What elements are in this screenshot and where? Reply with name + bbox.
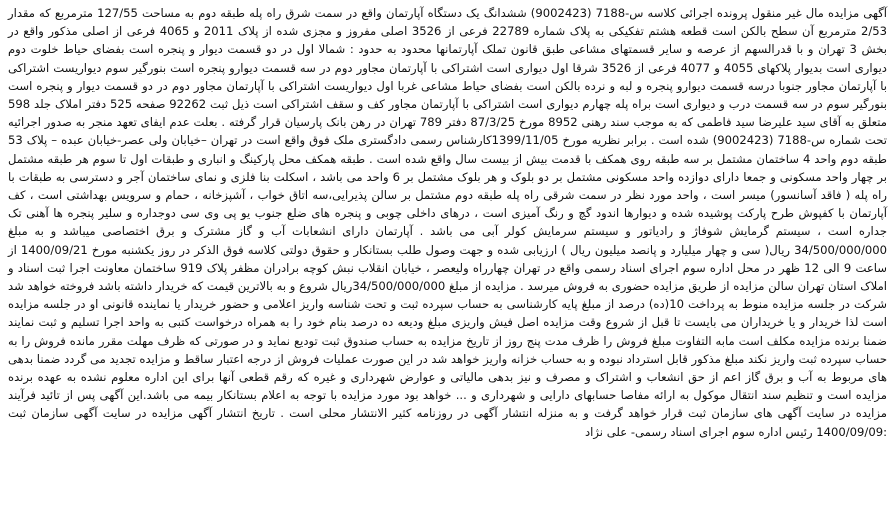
notice-body-text: آگهی مزایده مال غیر منقول پرونده اجرائی کلاسه س-7188 (9002423) ششدانگ یک دستگاه آپارتمان واقع در سمت شرق راه پله طبقه دوم به مساحت 127/55 مترمربع که مقدار 2/53 مترمربع آن سطح بالکن است قطعه هشتم تفکیکی به پلاک شماره 22789 فرعی از 3526 اصلی مفروز و مجزی شده از پلاک 2011 و 4065 فرعی از اصلی مذکور واقع در بخش 3 تهران و با قدرالسهم از عرصه و سایر قسمتهای مشاعی طبق قانون تملک آپارتمانها محدود به حدود : شمالا اول در دو قسمت دیوار و پنجره است بفضای حیاط خلوت دوم دیواری است بدیوار پلاکهای 4055 و 4077 فرعی از 3526 شرقا اول دیواری است اشتراکی با آپارتمان مجاور دوم در سه قسمت دیوارو پنجره است بنورگیر سوم دیواریست اشتراکی با آپارتمان مجاور جنوبا درسه قسمت دیوارو پنجره و لبه و نرده بالکن است بفضای حیاط مشاعی غربا اول دیواریست اشتراکی با آپارتمان مجاور دوم در دو قسمت دیوار و پنجره است بنورگیر سوم در سه قسمت درب و دیواری است براه پله چهارم دیواری است اشتراکی با آپارتمان مجاور کف و سقف اشتراکی است ذیل ثبت 92262 صفحه 525 دفتر املاک جلد 598 متعلق به آقای سید علیرضا سید فاطمی که به موجب سند رهنی 8952 مورخ 87/3/25 دفتر 789 تهران در رهن بانک پارسیان قرار گرفته . بعلت عدم ایفای تعهد منجر به صدور اجرائیه تحت شماره س-7188 (9002423) شده است . برابر نظریه مورخ 1399/11/05کارشناس رسمی دادگستری ملک فوق واقع است در تهران –خیابان ولی عصر-خیابان عبده – پلاک 53 طبقه دوم واحد 4 ساختمان مشتمل بر سه طبقه روی همکف با قدمت بیش از بیست سال واقع شده است . طبقه همکف محل پارکینگ و انباری و طبقات اول تا سوم هر طبقه مشتمل بر چهار واحد مسکونی و جمعا دارای دوازده واحد مسکونی مشتمل بر دو بلوک و هر بلوک مشتمل بر 6 واحد می باشد ، اسکلت بنا فلزی و نمای ساختمان آجر و دسترسی به طبقات با راه پله ( فاقد آسانسور) میسر است ، واحد مورد نظر در سمت شرقی راه پله طبقه دوم مشتمل بر سالن پذیرایی،سه اتاق خواب ، آشپزخانه ، حمام و سرویس بهداشتی است ، کف آپارتمان با کفپوش طرح پارکت پوشیده شده و دیوارها اندود گچ و رنگ آمیزی است ، درهای داخلی چوبی و پنجره های ضلع جنوب یو پی وی سی دوجداره و سلیر پنجره ها آهنی تک جداره است ، سیستم گرمایش شوفاژ و رادیاتور و سیستم سرمایش کولر آبی می باشد . آپارتمان دارای انشعابات آب و گاز مشترک و برق اختصاصی میباشد و به مبلغ 34/500/000/000 ریال( سی و چهار میلیارد و پانصد میلیون ریال ) ارزیابی شده و جهت وصول طلب بستانکار و حقوق دولتی کلاسه فوق الذکر در روز یکشنبه مورخ 1400/09/21 از ساعت 9 الی 12 ظهر در محل اداره سوم اجرای اسناد رسمی واقع در تهران چهارراه ولیعصر ، خیابان انقلاب نبش کوچه برادران مظفر پلاک 919 ساختمان معاونت اجرا ثبت اسناد و املاک استان تهران سالن مزایده از طریق مزایده حضوری به فروش میرسد . مزایده از مبلغ 34/500/000/000ریال شروع و به بالاترین قیمت که خریدار داشته باشد فروخته خواهد شد شرکت در جلسه مزایده منوط به پرداخت 10(ده) درصد از مبلغ پایه کارشناسی به حساب سپرده ثبت و تحت شناسه واریز اعلامی و حضور خریدار یا نماینده قانونی او در جلسه مزایده است لذا خریدار و یا خریداران می بایست تا قبل از شروع وقت مزایده اصل فیش واریزی مبلغ ودیعه ده درصد بنام خود را به همراه درخواست کتبی به واحد اجرا تسلیم و ثبت نمایند ضمنا برنده مزایده مکلف است مابه التفاوت مبلغ فروش را ظرف مدت پنج روز از تاریخ مزایده به حساب صندوق ثبت تودیع نماید و در صورتی که ظرف مهلت مقرر مانده فروش را به حساب سپرده ثبت واریز نکند مبلغ مذکور قابل استرداد نبوده و به حساب خزانه واریز خواهد شد در این صورت عملیات فروش از درجه اعتبار ساقط و مزایده تجدید می گردد ضمنا بدهی های مربوط به آب و برق گاز اعم از حق انشعاب و اشتراک و مصرف و نیز بدهی مالیاتی و عوارض شهرداری و غیره که رقم قطعی آنها برای این اداره معلوم نشده به عهده برنده مزایده است و تنظیم سند انتقال موکول به ارائه مفاصا حسابهای دارایی و شهرداری و ... خواهد بود مورد مزایده با توجه به اعلام بستانکار بیمه می باشد.این آگهی پس از تائید فرآیند مزایده در سایت آگهی های سازمان ثبت قرار خواهد گرفت و به منزله انتشار آگهی در روزنامه کثیر الانتشار محلی است . تاریخ انتشار آگهی مزایده در سایت آگهی سازمان ثبت :1400/09/09 رئیس اداره سوم اجرای اسناد رسمی- علی نژاد [8, 6, 888, 439]
